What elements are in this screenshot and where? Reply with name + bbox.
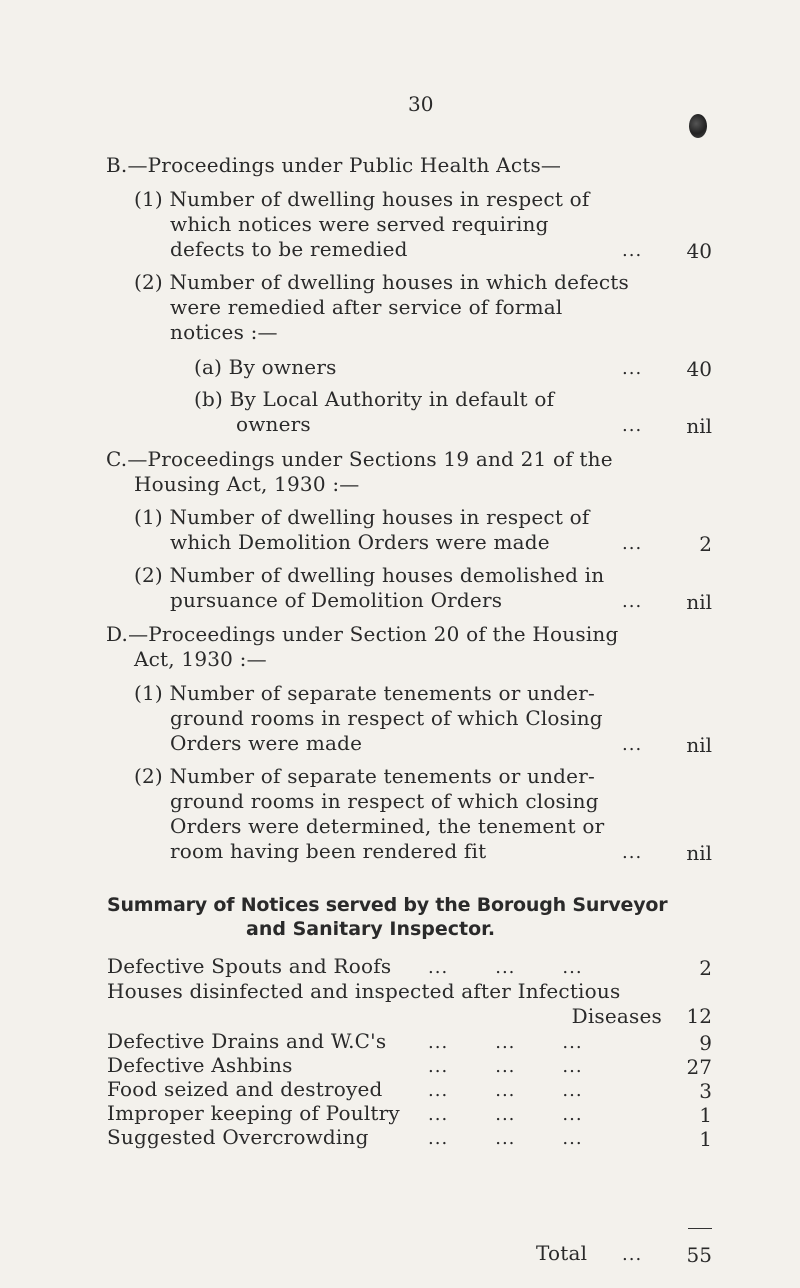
section-b-item2-line2: were remedied after service of formal bbox=[170, 295, 563, 319]
summary-row-label-cont: Diseases bbox=[571, 1004, 662, 1028]
section-c-item1-line1: (1) Number of dwelling houses in respect of bbox=[134, 505, 590, 529]
leader-dots: ... bbox=[622, 842, 643, 863]
section-d-heading-line1: D.—Proceedings under Section 20 of the Housing bbox=[106, 622, 619, 646]
summary-row-value: 3 bbox=[699, 1079, 712, 1103]
section-d-item1-line1: (1) Number of separate tenements or under- bbox=[134, 681, 595, 705]
section-d-item2-line1: (2) Number of separate tenements or under- bbox=[134, 764, 595, 788]
summary-row-label: Defective Drains and W.C's bbox=[107, 1029, 387, 1053]
summary-row-value: 9 bbox=[699, 1031, 712, 1055]
leader-dots: ... bbox=[622, 358, 643, 379]
section-d-item2-value: nil bbox=[686, 841, 712, 865]
leader-dots: ... ... ... bbox=[428, 1128, 583, 1149]
leader-dots: ... ... ... bbox=[428, 1032, 583, 1053]
leader-dots: ... bbox=[622, 533, 643, 554]
summary-row-label: Houses disinfected and inspected after Infectious bbox=[107, 979, 621, 1003]
section-b-sub-b-value: nil bbox=[686, 414, 712, 438]
section-b-sub-b-line2: owners bbox=[236, 412, 311, 436]
summary-title-line2: and Sanitary Inspector. bbox=[246, 918, 496, 940]
section-c-heading-line2: Housing Act, 1930 :— bbox=[134, 472, 360, 496]
section-b-item1-value: 40 bbox=[686, 239, 712, 263]
leader-dots: ... bbox=[622, 591, 643, 612]
leader-dots: ... ... ... bbox=[428, 957, 583, 978]
summary-row-value: 1 bbox=[699, 1127, 712, 1151]
section-b-sub-a-value: 40 bbox=[686, 357, 712, 381]
summary-total-value: 55 bbox=[686, 1243, 712, 1267]
section-b-sub-a: (a) By owners bbox=[194, 355, 337, 379]
section-d-item2-line3: Orders were determined, the tenement or bbox=[170, 814, 605, 838]
section-d-item1-line2: ground rooms in respect of which Closing bbox=[170, 706, 603, 730]
summary-row-value: 2 bbox=[699, 956, 712, 980]
section-d-item2-line4: room having been rendered fit bbox=[170, 839, 487, 863]
leader-dots: ... bbox=[622, 240, 643, 261]
summary-row-label: Defective Ashbins bbox=[107, 1053, 293, 1077]
leader-dots: ... bbox=[622, 734, 643, 755]
section-c-item1-line2: which Demolition Orders were made bbox=[170, 530, 550, 554]
summary-row-label: Suggested Overcrowding bbox=[107, 1125, 369, 1149]
section-b-sub-b-line1: (b) By Local Authority in default of bbox=[194, 387, 555, 411]
section-c-item1-value: 2 bbox=[699, 532, 712, 556]
section-b-item2-line3: notices :— bbox=[170, 320, 278, 344]
summary-row-label: Improper keeping of Poultry bbox=[107, 1101, 400, 1125]
section-d-item1-line3: Orders were made bbox=[170, 731, 363, 755]
summary-title-line1: Summary of Notices served by the Borough Surveyor bbox=[107, 894, 668, 916]
leader-dots: ... bbox=[622, 1244, 643, 1265]
summary-row-value: 1 bbox=[699, 1103, 712, 1127]
leader-dots: ... ... ... bbox=[428, 1104, 583, 1125]
summary-row-label: Defective Spouts and Roofs bbox=[107, 954, 392, 978]
section-b-heading: B.—Proceedings under Public Health Acts— bbox=[106, 153, 562, 177]
leader-dots: ... ... ... bbox=[428, 1080, 583, 1101]
section-b-item1-line2: which notices were served requiring bbox=[170, 212, 549, 236]
section-d-item2-line2: ground rooms in respect of which closing bbox=[170, 789, 599, 813]
section-b-item1-line1: (1) Number of dwelling houses in respect of bbox=[134, 187, 590, 211]
total-rule bbox=[688, 1228, 712, 1229]
section-b-item1-line3: defects to be remedied bbox=[170, 237, 408, 261]
section-d-heading-line2: Act, 1930 :— bbox=[134, 647, 267, 671]
leader-dots: ... bbox=[622, 415, 643, 436]
summary-row-label: Food seized and destroyed bbox=[107, 1077, 383, 1101]
section-d-item1-value: nil bbox=[686, 733, 712, 757]
ink-blot bbox=[689, 114, 707, 138]
section-c-item2-line1: (2) Number of dwelling houses demolished in bbox=[134, 563, 605, 587]
leader-dots: ... ... ... bbox=[428, 1056, 583, 1077]
summary-row-value: 12 bbox=[686, 1004, 712, 1028]
section-b-item2-line1: (2) Number of dwelling houses in which defects bbox=[134, 270, 629, 294]
summary-total-label: Total bbox=[536, 1241, 588, 1265]
section-c-heading-line1: C.—Proceedings under Sections 19 and 21 of the bbox=[106, 447, 613, 471]
section-c-item2-line2: pursuance of Demolition Orders bbox=[170, 588, 503, 612]
summary-row-value: 27 bbox=[686, 1055, 712, 1079]
page-number: 30 bbox=[408, 92, 434, 116]
section-c-item2-value: nil bbox=[686, 590, 712, 614]
